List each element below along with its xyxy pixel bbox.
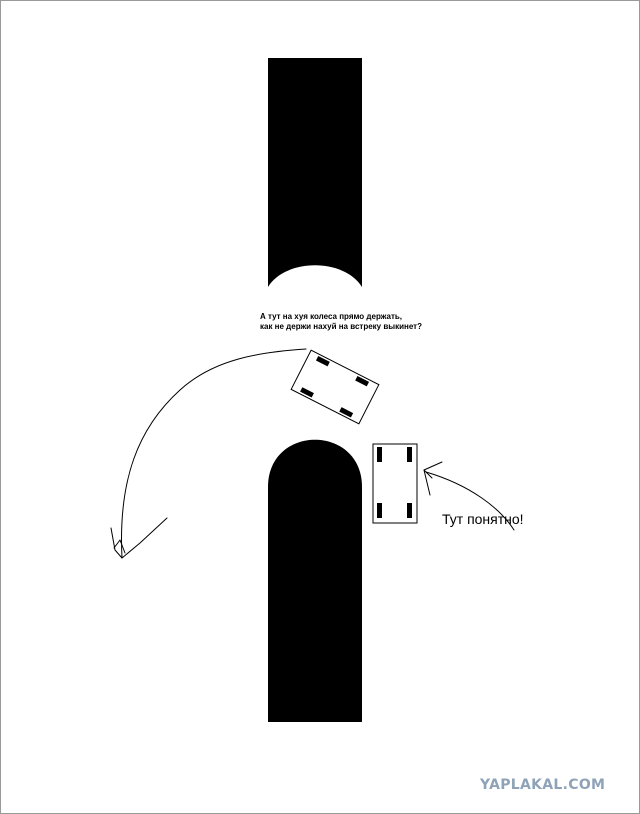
car-straight-wheel-fr (407, 447, 412, 462)
car-straight-wheel-rl (377, 503, 382, 518)
car-straight (373, 444, 417, 523)
pointer-arrow-head (424, 462, 442, 495)
car-straight-wheel-rr (407, 503, 412, 518)
site-watermark: YAPLAKAL.COM (480, 777, 606, 793)
car-straight-wheel-fl (377, 447, 382, 462)
question-caption (260, 312, 480, 332)
road-bottom (268, 440, 362, 722)
clear-caption: Тут понятно! (442, 511, 524, 527)
car-turning-body (291, 350, 379, 424)
road-top (268, 58, 362, 287)
question-line-2: как не держи нахуй на встреку выкинет? (260, 322, 422, 331)
question-line-1: А тут на хуя колеса прямо держать, (260, 312, 403, 321)
turn-arrow-head (111, 518, 167, 558)
car-turning (291, 350, 379, 424)
